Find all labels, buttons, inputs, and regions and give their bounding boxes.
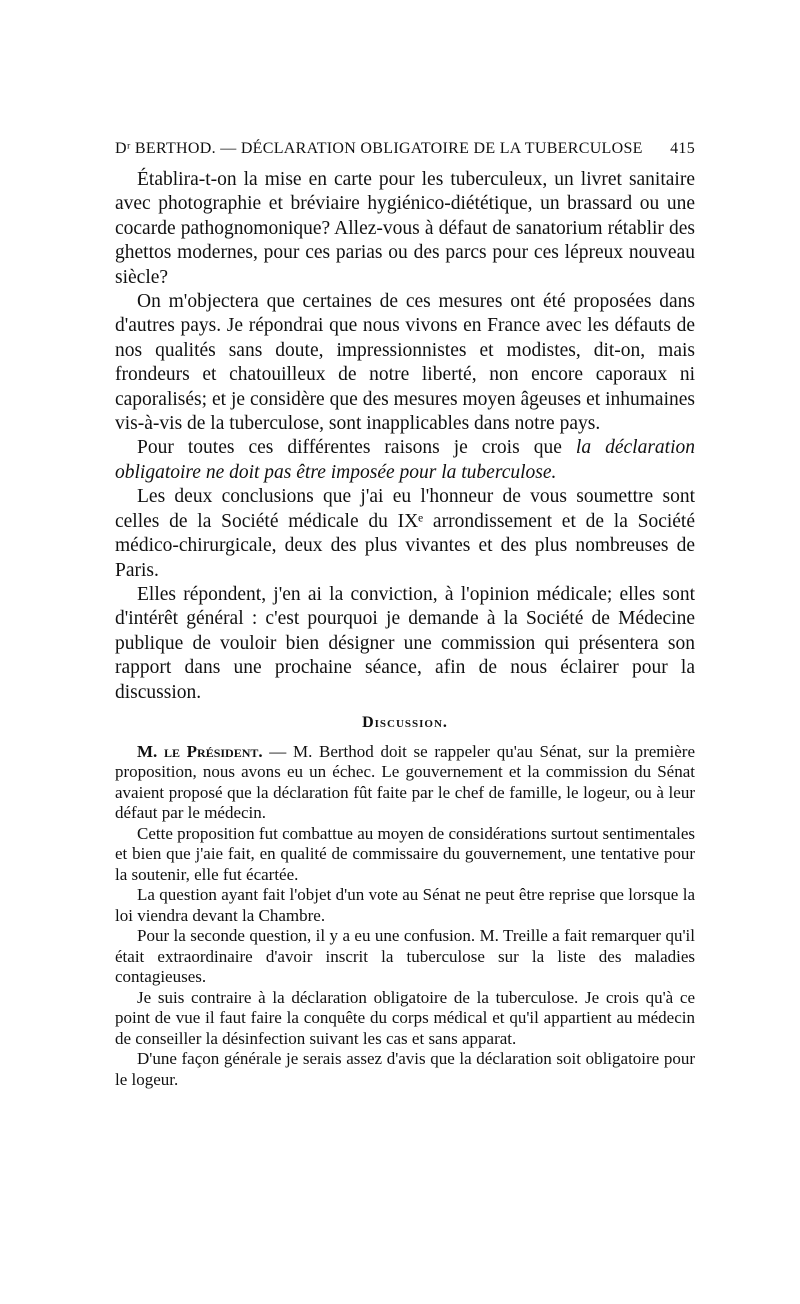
page-number: 415 <box>670 140 695 157</box>
paragraph-text: Pour toutes ces différentes raisons je crois que <box>137 437 576 459</box>
discussion-paragraph: La question ayant fait l'objet d'un vote au Sénat ne peut être reprise que lorsque la loi viendra devant la Chambre. <box>115 885 695 925</box>
section-title: Discussion. <box>362 713 448 731</box>
running-head-title: Dʳ BERTHOD. — DÉCLARATION OBLIGATOIRE DE LA TUBERCULOSE <box>115 140 643 157</box>
paragraph: On m'objectera que certaines de ces mesures ont été proposées dans d'autres pays. Je répondrai que nous vivons en France avec les défauts de nos qualités sans doute, impressionnistes et modistes, dit-on, mais frondeurs et chatouilleux de notre liberté, non encore caporaux ni caporalisés; et je considère que des mesures moyen âgeuses et inhumaines vis-à-vis de la tuberculose, sont inapplicables dans notre pays. <box>115 291 695 435</box>
paragraph: Elles répondent, j'en ai la conviction, à l'opinion médicale; elles sont d'intérêt général : c'est pourquoi je demande à la Société de Médecine publique de vouloir bien désigner une commission qui présentera son rapport dans une prochaine séance, afin de nous éclairer pour la discussion. <box>115 583 695 703</box>
discussion-paragraph: Cette proposition fut combattue au moyen de considérations surtout sentimentales et bien que j'aie fait, en qualité de commissaire du gouvernement, une tentative pour la soutenir, elle fut écartée. <box>115 823 695 884</box>
discussion-section <box>115 742 695 1091</box>
paragraph-conclusion <box>115 436 695 485</box>
speaker-name: M. le Président. <box>137 741 263 761</box>
paragraph: Établira-t-on la mise en carte pour les tuberculeux, un livret sanitaire avec photographie et bréviaire hygiénico-diététique, un brassard ou une cocarde pathognomonique? Allez-vous à défaut de sanatorium rétablir des ghettos modernes, pour ces parias ou des parcs pour ces lépreux nouveau siècle? <box>115 169 695 288</box>
page <box>115 140 695 1090</box>
body-text <box>115 168 695 705</box>
discussion-text: — M. Berthod doit se rappeler qu'au Sénat, sur la première proposition, nous avons eu un échec. Le gouvernement et la commission du Sénat avaient proposé que la déclaration fût faite par le chef de famille, le logeur, ou à leur défaut par le médecin. <box>115 741 695 823</box>
discussion-paragraph: Pour la seconde question, il y a eu une confusion. M. Treille a fait remarquer qu'il était extraordinaire d'avoir inscrit la tuberculose sur la liste des maladies contagieuses. <box>115 926 695 987</box>
discussion-paragraph <box>115 742 695 824</box>
emphasized-conclusion: la déclaration obligatoire ne doit pas être imposée pour la tuberculose. <box>115 437 695 483</box>
discussion-paragraph: Je suis contraire à la déclaration obligatoire de la tuberculose. Je crois qu'à ce point de vue il faut faire la conquête du corps médical et qu'il appartient au médecin de conseiller la désinfection suivant les cas et sans apparat. <box>115 987 695 1048</box>
discussion-paragraph: D'une façon générale je serais assez d'avis que la déclaration soit obligatoire pour le logeur. <box>115 1049 695 1089</box>
paragraph: Les deux conclusions que j'ai eu l'honneur de vous soumettre sont celles de la Société médicale du IXᵉ arrondissement et de la Société médico-chirurgicale, deux des plus vivantes et des plus nombreuses de Paris. <box>115 486 695 581</box>
running-head <box>115 140 695 158</box>
